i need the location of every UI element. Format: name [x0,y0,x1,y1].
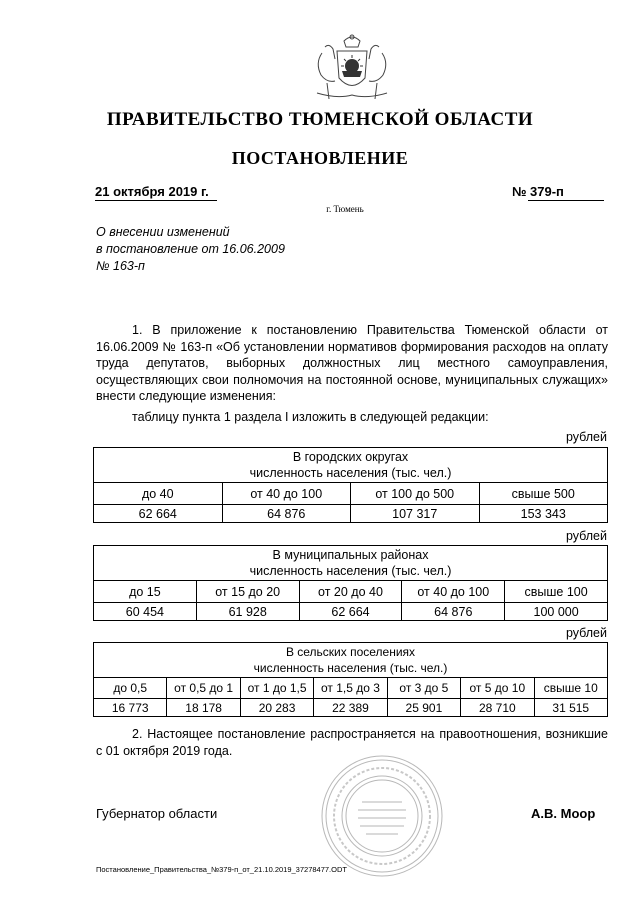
table2-header-cell: до 15 [94,581,197,603]
paragraph-2-text: 2. Настоящее постановление распространяется на правоотношения, возникшие с 01 октября 2019 года. [96,727,608,758]
table1-title [94,448,608,483]
table3-value-cell: 28 710 [461,699,534,717]
table3-title-line: В сельских поселениях [285,645,416,659]
table3-header-cell: до 0,5 [94,678,167,699]
table3-title [94,643,608,678]
official-stamp-seal [318,752,446,880]
file-name-footer: Постановление_Правительства_№379-п_от_21.10.2019_37278477.ODT [96,865,347,874]
table1-value-cell: 62 664 [94,505,223,523]
document-number: 379-п [530,184,564,199]
document-date: 21 октября 2019 г. [95,184,209,199]
table1-value-cell: 64 876 [222,505,351,523]
subject-line: № 163-п [96,259,145,273]
document-number-label: № [512,184,527,199]
table2-title-line: В муниципальных районах [272,548,429,562]
table2-value-cell: 100 000 [505,603,608,621]
table3-value-cell: 25 901 [387,699,460,717]
coat-of-arms-emblem [307,33,397,108]
table2-title-line: численность населения (тыс. чел.) [249,564,452,578]
municipal-districts-table [93,545,608,621]
government-title: ПРАВИТЕЛЬСТВО ТЮМЕНСКОЙ ОБЛАСТИ [106,109,534,130]
signatory-name: А.В. Моор [531,806,596,821]
table1-value-cell: 153 343 [479,505,608,523]
table3-value-cell: 16 773 [94,699,167,717]
table3-unit: рублей [565,626,607,640]
table3-title-line: численность населения (тыс. чел.) [253,661,448,675]
table2-unit: рублей [565,529,607,543]
table2-header-cell: от 15 до 20 [196,581,299,603]
table3-header-cell: от 1,5 до 3 [314,678,387,699]
table2-header-cell: свыше 100 [505,581,608,603]
subject-line: в постановление от 16.06.2009 [96,242,285,256]
table-intro-paragraph: таблицу пункта 1 раздела I изложить в следующей редакции: [132,410,489,424]
date-underline [95,200,217,201]
table2-value-cell: 64 876 [402,603,505,621]
table3-header-cell: от 0,5 до 1 [167,678,240,699]
table2-header-cell: от 20 до 40 [299,581,402,603]
table3-value-cell: 22 389 [314,699,387,717]
number-underline [528,200,604,201]
table3-value-cell: 18 178 [167,699,240,717]
table1-unit: рублей [565,430,607,444]
table2-value-cell: 61 928 [196,603,299,621]
table2-title [94,546,608,581]
table1-header-cell: до 40 [94,483,223,505]
table3-header-cell: от 3 до 5 [387,678,460,699]
table1-header-cell: от 40 до 100 [222,483,351,505]
table1-header-cell: свыше 500 [479,483,608,505]
paragraph-1-text: 1. В приложение к постановлению Правительства Тюменской области от 16.06.2009 № 163-п «Об установлении нормативов формирования расходов на оплату труда депутатов, выборных должностных лиц местного самоуправления, осуществляющих свои полномочия на постоянной основе, муниципальных служащих» внести следующие изменения: [96,323,608,403]
table3-value-cell: 20 283 [240,699,313,717]
table3-header-cell: свыше 10 [534,678,607,699]
table2-value-cell: 62 664 [299,603,402,621]
paragraph-1 [96,322,608,405]
table1-header-cell: от 100 до 500 [351,483,480,505]
city-label: г. Тюмень [326,204,364,214]
document-subject [96,224,285,275]
signatory-title: Губернатор области [96,806,218,821]
document-type-heading: ПОСТАНОВЛЕНИЕ [231,148,409,168]
subject-line: О внесении изменений [96,225,230,239]
rural-settlements-table [93,642,608,717]
urban-districts-table [93,447,608,523]
table3-header-cell: от 5 до 10 [461,678,534,699]
table3-value-cell: 31 515 [534,699,607,717]
table1-value-cell: 107 317 [351,505,480,523]
table1-title-line: В городских округах [292,450,409,464]
table2-header-cell: от 40 до 100 [402,581,505,603]
table3-header-cell: от 1 до 1,5 [240,678,313,699]
table1-title-line: численность населения (тыс. чел.) [249,466,452,480]
table2-value-cell: 60 454 [94,603,197,621]
